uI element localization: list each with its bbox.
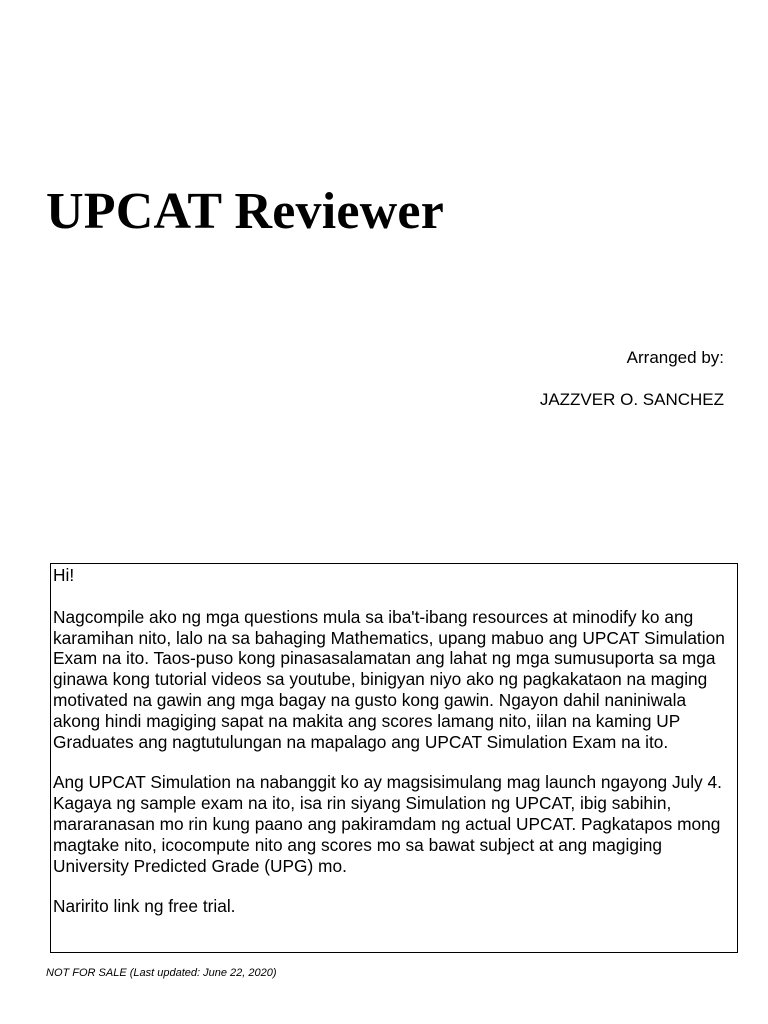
notice-greeting: Hi! (53, 565, 75, 585)
notice-paragraph-1: Nagcompile ako ng mga questions mula sa iba't-ibang resources at minodify ko ang karamihan nito, lalo na sa bahaging Mathematics, upang mabuo ang UPCAT Simulation Exam na ito. Taos-puso kong pinasasalamatan ang lahat ng mga sumusuporta sa mga ginawa kong tutorial videos sa youtube, binigyan niyo ako ng pagkakataon na maging motivated na gawin ang mga bagay na gusto kong gawin. Ngayon dahil naniniwala akong hindi magiging sapat na makita ang scores lamang nito, iilan na kaming UP Graduates ang nagtutulungan na mapalago ang UPCAT Simulation Exam na ito. (53, 606, 725, 752)
arranged-by-label: Arranged by: (626, 348, 724, 367)
notice-paragraph-2: Ang UPCAT Simulation na nabanggit ko ay magsisimulang mag launch ngayong July 4. Kagaya ng sample exam na ito, isa rin siyang Simulation ng UPCAT, ibig sabihin, mararanasan mo rin kung paano ang pakiramdam ng actual UPCAT. Pagkatapos mong magtake nito, icocompute nito ang scores mo sa bawat subject at ang magiging University Predicted Grade (UPG) mo. (53, 772, 722, 876)
free-trial-link-text[interactable]: Naririto link ng free trial. (53, 896, 236, 917)
author-name: JAZZVER O. SANCHEZ (539, 390, 724, 409)
document-title: UPCAT Reviewer (46, 183, 444, 240)
notice-box (50, 563, 738, 953)
footer-note: NOT FOR SALE (Last updated: June 22, 2020) (46, 967, 277, 979)
